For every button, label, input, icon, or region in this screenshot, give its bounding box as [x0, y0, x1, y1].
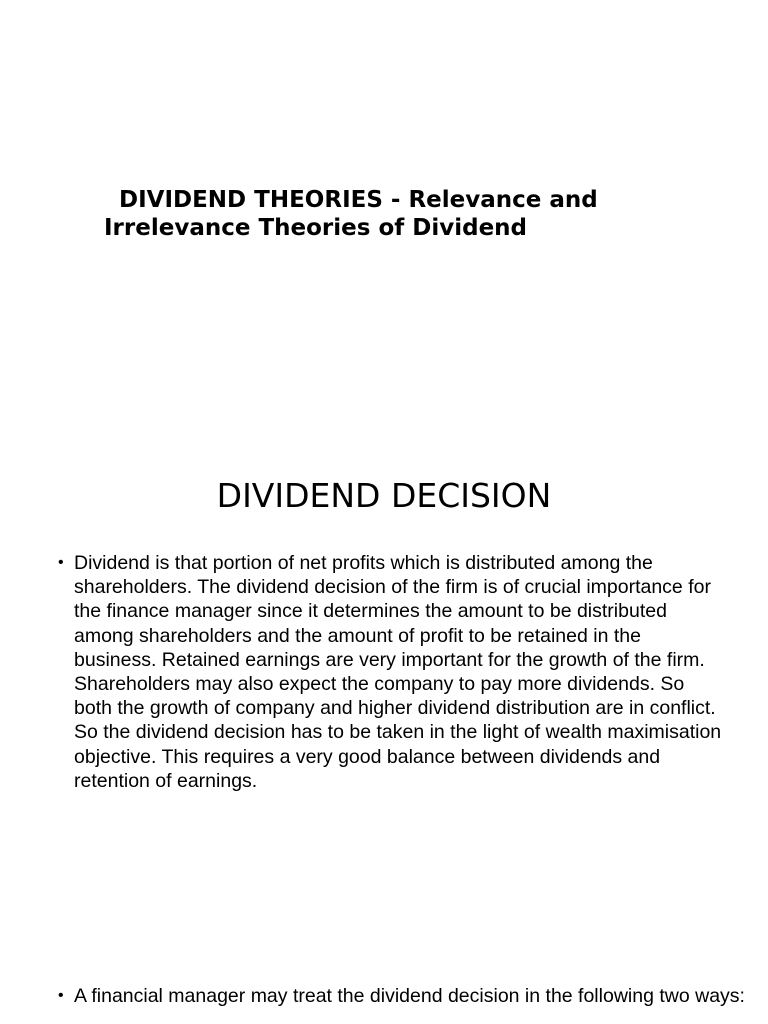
bullet-item [54, 551, 724, 793]
slide-title: DIVIDEND THEORIES - Relevance and Irrelevance Theories of Dividend [104, 187, 598, 241]
bullet-text: A financial manager may treat the dividend decision in the following two ways: [74, 985, 745, 1007]
bullet-text: Dividend is that portion of net profits which is distributed among the shareholders. The dividend decision of the firm is of crucial importance for the finance manager since it determines the amount to be distributed among shareholders and the amount of profit to be retained in the business. Retained earnings are very important for the growth of the firm. Shareholders may also expect the company to pay more dividends. So both the growth of company and higher dividend distribution are in conflict. So the dividend decision has to be taken in the light of wealth maximisation objective. This requires a very good balance between dividends and retention of earnings. [74, 552, 722, 792]
section-heading: DIVIDEND DECISION [216, 476, 552, 515]
bullet-item [54, 984, 768, 1008]
bullet-marker: • [58, 554, 64, 571]
bullet-marker: • [58, 987, 64, 1004]
